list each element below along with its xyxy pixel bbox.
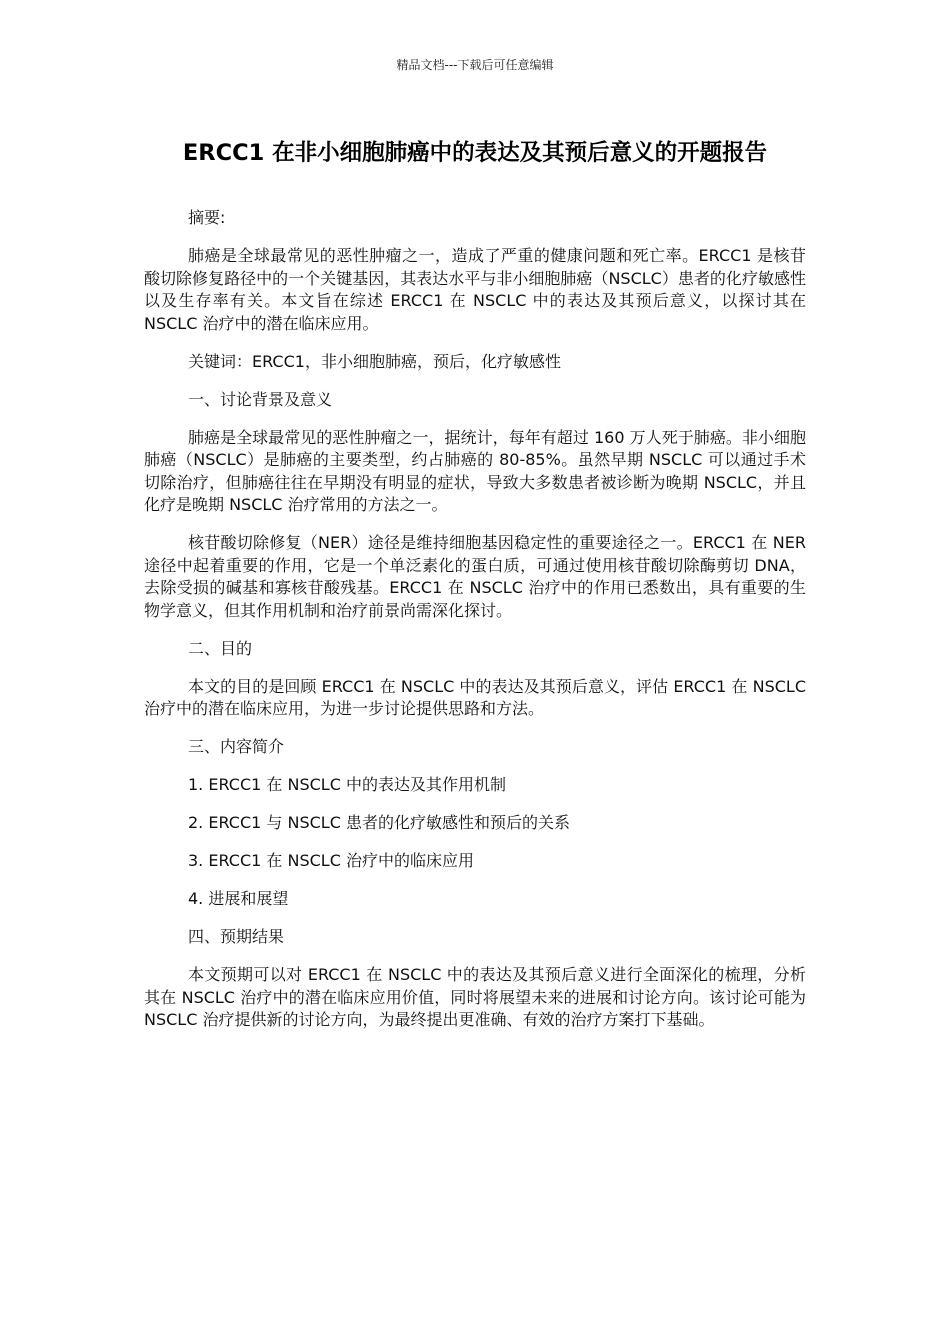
section-heading-purpose: 二、目的 xyxy=(188,638,253,658)
page-header: 精品文档---下载后可任意编辑 xyxy=(396,58,554,72)
background-paragraph-2: 核苷酸切除修复（NER）途径是维持细胞基因稳定性的重要途径之一。ERCC1 在 NER 途径中起着重要的作用，它是一个单泛素化的蛋白质，可通过使用核苷酸切除酶剪切 DNA，去除受损的碱基和寡核苷酸残基。ERCC1 在 NSCLC 治疗中的作用已悉数出，具有重要的生物学意义，但其作用机制和治疗前景尚需深化探讨。 xyxy=(144,533,806,620)
document-body xyxy=(144,207,806,1047)
background-paragraph-1: 肺癌是全球最常见的恶性肿瘤之一，据统计，每年有超过 160 万人死于肺癌。非小细胞肺癌（NSCLC）是肺癌的主要类型，约占肺癌的 80-85%。虽然早期 NSCLC 可以通过手术切除治疗，但肺癌往往在早期没有明显的症状，导致大多数患者被诊断为晚期 NSCLC，并且化疗是晚期 NSCLC 治疗常用的方法之一。 xyxy=(144,427,806,514)
content-item-4: 4. 进展和展望 xyxy=(188,889,289,908)
purpose-paragraph: 本文的目的是回顾 ERCC1 在 NSCLC 中的表达及其预后意义，评估 ERCC1 在 NSCLC 治疗中的潜在临床应用，为进一步讨论提供思路和方法。 xyxy=(144,676,806,718)
section-heading-expected-results: 四、预期结果 xyxy=(188,927,285,946)
keywords-line: 关键词：ERCC1，非小细胞肺癌，预后，化疗敏感性 xyxy=(188,351,561,371)
content-item-3: 3. ERCC1 在 NSCLC 治疗中的临床应用 xyxy=(188,851,474,870)
section-heading-content: 三、内容简介 xyxy=(188,737,285,756)
expected-results-paragraph: 本文预期可以对 ERCC1 在 NSCLC 中的表达及其预后意义进行全面深化的梳理，分析其在 NSCLC 治疗中的潜在临床应用价值，同时将展望未来的进展和讨论方向。该讨论可能为 NSCLC 治疗提供新的讨论方向，为最终提出更准确、有效的治疗方案打下基础。 xyxy=(144,965,806,1029)
content-item-2: 2. ERCC1 与 NSCLC 患者的化疗敏感性和预后的关系 xyxy=(188,813,570,832)
abstract-paragraph: 肺癌是全球最常见的恶性肿瘤之一，造成了严重的健康问题和死亡率。ERCC1 是核苷酸切除修复路径中的一个关键基因，其表达水平与非小细胞肺癌（NSCLC）患者的化疗敏感性以及生存率有关。本文旨在综述 ERCC1 在 NSCLC 中的表达及其预后意义，以探讨其在 NSCLC 治疗中的潜在临床应用。 xyxy=(144,246,806,333)
content-item-1: 1. ERCC1 在 NSCLC 中的表达及其作用机制 xyxy=(188,775,506,794)
abstract-label: 摘要: xyxy=(188,208,226,227)
document-title: ERCC1 在非小细胞肺癌中的表达及其预后意义的开题报告 xyxy=(182,140,768,166)
section-heading-background: 一、讨论背景及意义 xyxy=(188,389,333,409)
